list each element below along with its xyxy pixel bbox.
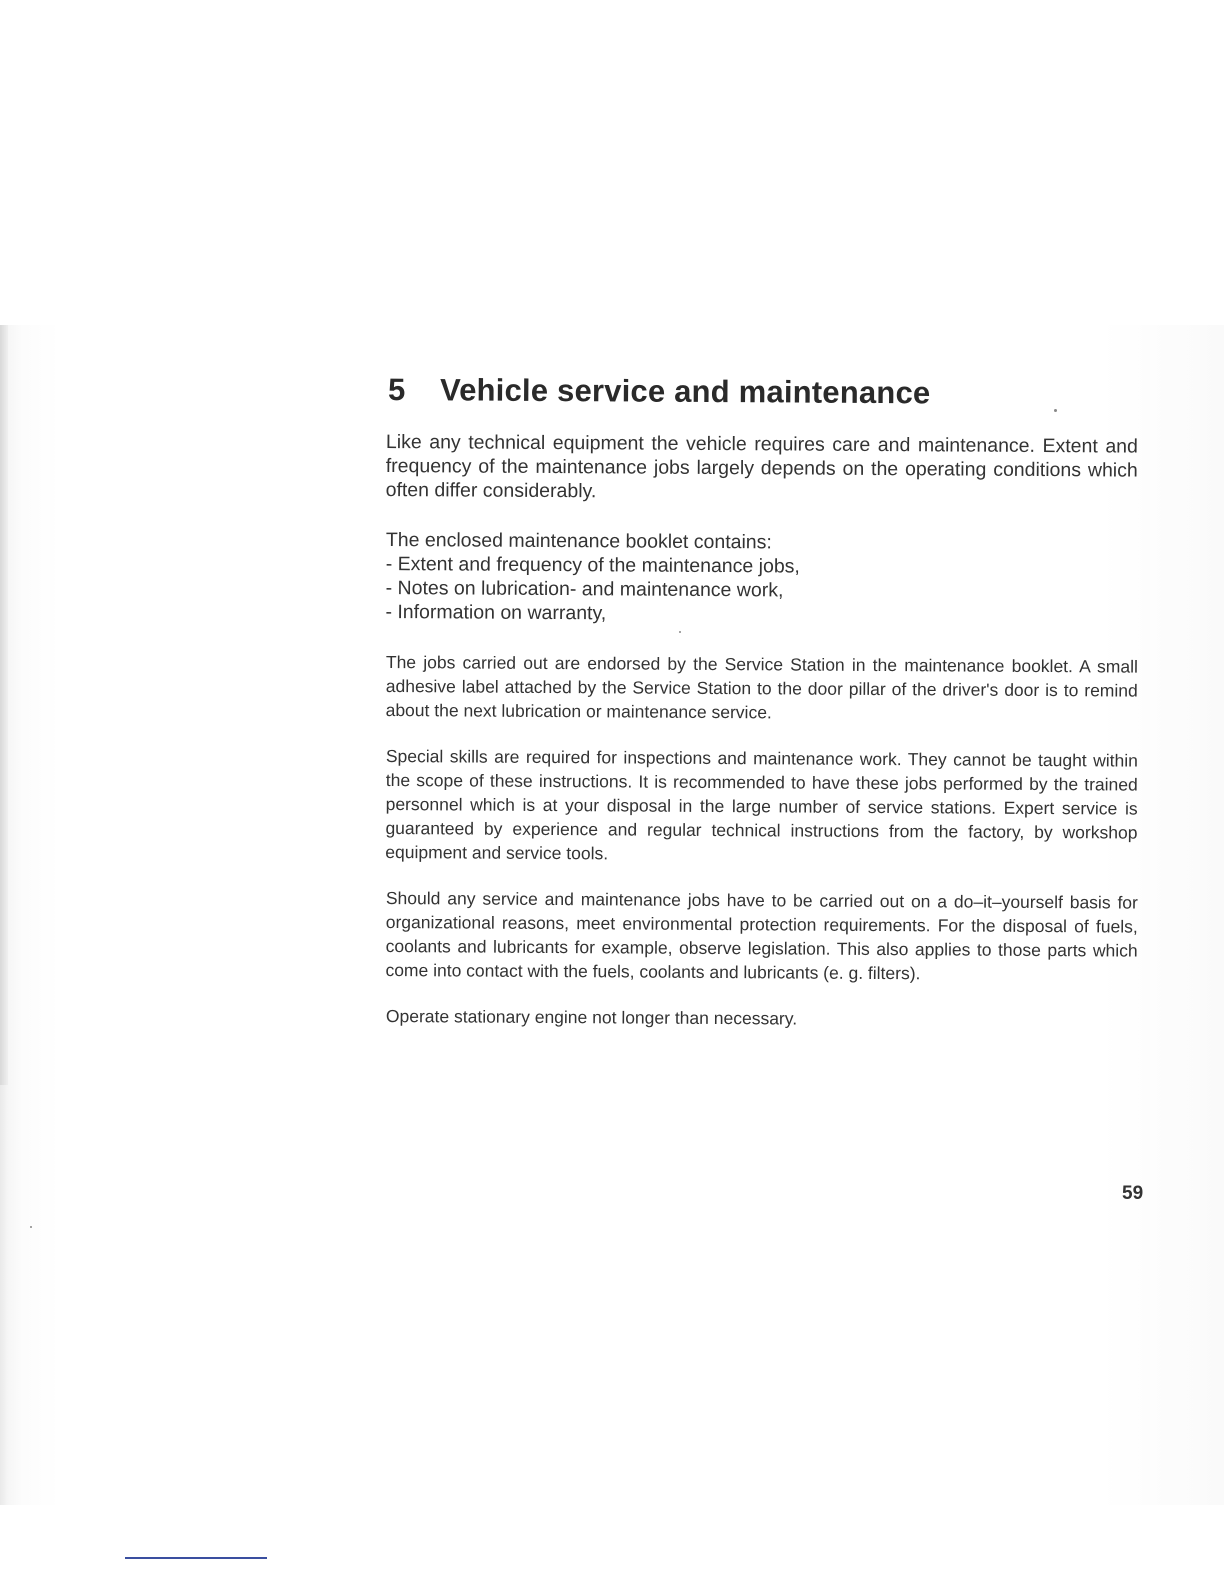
chapter-number: 5 xyxy=(387,372,406,408)
diy-paragraph: Should any service and maintenance jobs have to be carried out on a do–it–yourself basis for organizational reasons, meet environmental protection requirements. For the disposal of fuels, coolants and lubricants for example, observe legislation. This also applies to those parts which come into contact with the fuels, coolants and lubricants (e. g. filters). xyxy=(385,887,1138,984)
chapter-heading xyxy=(388,372,1138,413)
engine-paragraph: Operate stationary engine not longer than necessary. xyxy=(385,1005,798,1029)
list-item: - Information on warranty, xyxy=(385,600,1137,629)
list-item: - Extent and frequency of the maintenance jobs, xyxy=(386,552,1138,581)
scan-binding-edge xyxy=(0,325,8,1085)
chapter-title: Vehicle service and maintenance xyxy=(439,372,931,411)
list-item: - Notes on lubrication- and maintenance work, xyxy=(386,576,1138,605)
booklet-contents xyxy=(385,528,1138,629)
scan-speck xyxy=(679,631,681,633)
bottom-rule xyxy=(125,1557,267,1559)
page-number: 59 xyxy=(1122,1183,1144,1204)
scan-speck xyxy=(1054,409,1057,412)
booklet-list xyxy=(385,552,1137,629)
skills-paragraph: Special skills are required for inspections and maintenance work. They cannot be taught within the scope of these instructions. It is recommended to have these jobs performed by the trained personnel which is at your disposal in the large number of service stations. Expert service is guaranteed by experience and regular technical instructions from the factory, by workshop equipment and service tools. xyxy=(385,746,1138,864)
page-content xyxy=(386,372,1138,1050)
scan-speck xyxy=(30,1226,32,1228)
booklet-intro: The enclosed maintenance booklet contains: xyxy=(385,529,772,554)
endorsement-paragraph: The jobs carried out are endorsed by the Service Station in the maintenance booklet. A small adhesive label attached by the Service Station to the door pillar of the driver's door is to remind about the next lubrication or maintenance service. xyxy=(385,652,1138,723)
intro-paragraph: Like any technical equipment the vehicle requires care and maintenance. Extent and frequency of the maintenance jobs largely depends on the operating conditions which often differ considerably. xyxy=(385,430,1138,503)
